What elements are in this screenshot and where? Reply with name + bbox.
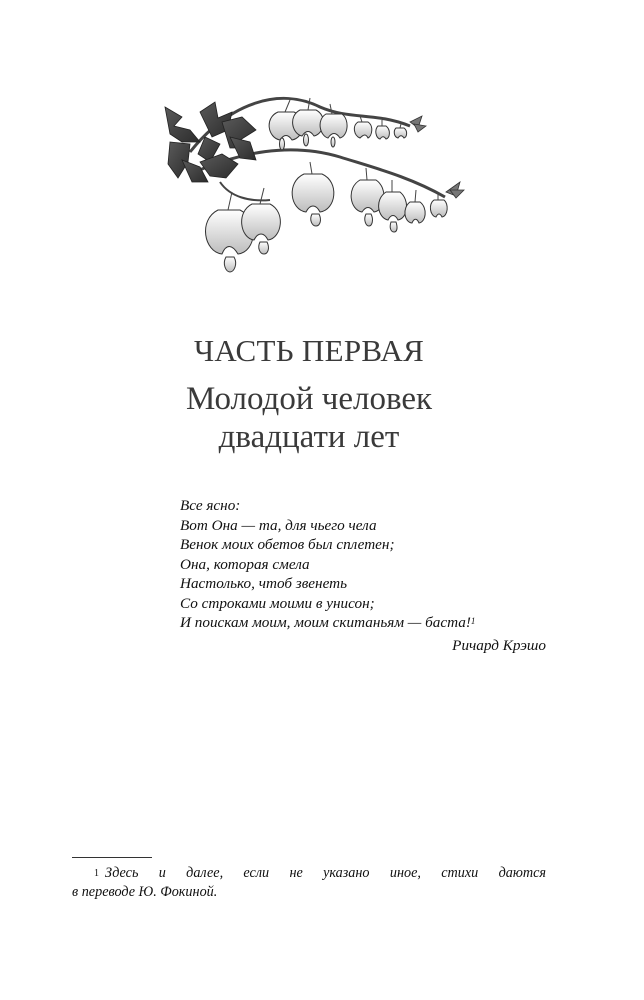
epigraph-line: Венок моих обетов был сплетен; bbox=[180, 536, 395, 553]
footnote bbox=[72, 864, 546, 902]
chapter-title bbox=[0, 380, 618, 456]
chapter-title-line-1: Молодой человек bbox=[185, 381, 433, 417]
epigraph-line: Настолько, чтоб звенеть bbox=[180, 575, 347, 592]
footnote-text-1: Здесь и далее, если не указано иное, стихи даются bbox=[105, 865, 546, 881]
part-title: ЧАСТЬ ПЕРВАЯ bbox=[193, 333, 425, 368]
epigraph-attribution: Ричард Крэшо bbox=[452, 637, 546, 654]
footnote-reference[interactable]: 1 bbox=[470, 616, 476, 626]
epigraph-line: Со строками моими в унисон; bbox=[180, 594, 375, 612]
epigraph-line bbox=[180, 613, 550, 633]
epigraph-last-line-text: И поискам моим, моим скитаньям — баста! bbox=[180, 614, 471, 631]
chapter-title-line-2: двадцати лет bbox=[218, 419, 400, 455]
footnote-line-1 bbox=[72, 864, 546, 883]
bleeding-heart-flower-branch-icon bbox=[160, 82, 470, 282]
epigraph-line: Все ясно: bbox=[180, 497, 241, 514]
footnote-line-2: в переводе Ю. Фокиной. bbox=[72, 884, 218, 900]
epigraph-line: Вот Она — та, для чьего чела bbox=[180, 516, 377, 534]
footnote-divider bbox=[72, 857, 152, 858]
epigraph-line: Она, которая смела bbox=[180, 555, 310, 573]
footnote-mark: 1 bbox=[94, 868, 99, 879]
epigraph bbox=[180, 496, 550, 633]
